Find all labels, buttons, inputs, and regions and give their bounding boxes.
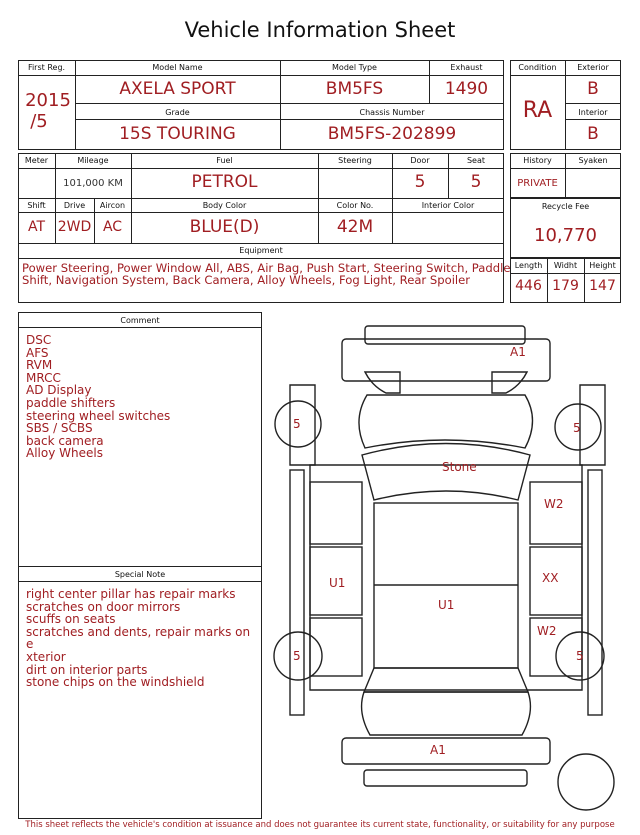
comment-label: Comment — [120, 316, 160, 325]
comment-item: AD Display — [26, 383, 92, 398]
length-label: Length — [514, 261, 543, 270]
left-front-door — [310, 482, 362, 544]
chassis-value: BM5FS-202899 — [327, 124, 457, 144]
interior-label: Interior — [578, 108, 608, 117]
page-title: Vehicle Information Sheet — [184, 18, 456, 42]
special-note-item: right center pillar has repair marks — [26, 587, 236, 601]
shift-label: Shift — [27, 201, 46, 210]
disclaimer-footer: This sheet reflects the vehicle's condition at issuance and does not guarantee its current state, functionality, or suitability for any purpose — [25, 820, 615, 830]
model-type-label: Model Type — [332, 63, 377, 72]
divider — [565, 119, 621, 120]
comment-item: AFS — [26, 345, 49, 360]
divider — [75, 119, 504, 120]
headlights — [365, 372, 527, 393]
divider — [18, 212, 504, 213]
comment-item: SBS / SCBS — [26, 421, 93, 436]
special-note-item: scratches on door mirrors — [26, 599, 181, 614]
width-label: Widht — [553, 261, 578, 270]
comment-list — [26, 334, 256, 460]
special-note-item: scratches and dents, repair marks on e — [26, 624, 251, 652]
comment-item: Alloy Wheels — [26, 446, 103, 461]
steering-label: Steering — [338, 156, 372, 165]
height-label: Height — [589, 261, 616, 270]
model-name-value: AXELA SPORT — [119, 79, 236, 99]
divider — [18, 258, 504, 259]
aircon-value: AC — [102, 219, 123, 235]
mark-rear-right-door: XX — [542, 571, 559, 585]
history-label: History — [523, 156, 552, 165]
seat-value: 5 — [470, 172, 482, 192]
right-front-door — [530, 482, 582, 544]
door-label: Door — [410, 156, 430, 165]
special-note-item: stone chips on the windshield — [26, 675, 205, 690]
model-type-value: BM5FS — [325, 79, 384, 99]
mark-wheel-front-left: 5 — [293, 417, 301, 431]
equipment-label: Equipment — [239, 246, 283, 255]
height-value: 147 — [589, 278, 616, 294]
condition-grade: RA — [522, 98, 553, 123]
condition-label: Condition — [518, 63, 557, 72]
first-reg-month: /5 — [30, 111, 48, 132]
mileage-label: Mileage — [77, 156, 109, 165]
meter-label: Meter — [24, 156, 49, 165]
car-damage-diagram — [268, 318, 628, 820]
special-note-label: Special Note — [114, 570, 166, 579]
divider — [18, 75, 504, 76]
recycle-fee-value: 10,770 — [534, 225, 597, 246]
drive-value: 2WD — [57, 219, 92, 235]
fuel-label: Fuel — [216, 156, 233, 165]
syaken-label: Syaken — [578, 156, 608, 165]
rear-bumper-bottom — [364, 770, 527, 786]
first-reg-year: 2015 — [25, 90, 71, 111]
aircon-label: Aircon — [99, 201, 126, 210]
comment-item: back camera — [26, 433, 104, 448]
divider — [75, 103, 504, 104]
interior-grade: B — [587, 124, 599, 144]
interior-color-label: Interior Color — [421, 201, 475, 210]
body-color-value: BLUE(D) — [189, 217, 260, 237]
fuel-value: PETROL — [191, 172, 258, 192]
divider — [565, 103, 621, 104]
mark-rear-bumper: A1 — [430, 743, 446, 757]
divider — [510, 273, 621, 274]
trunk — [362, 692, 531, 735]
body-color-label: Body Color — [202, 201, 247, 210]
exhaust-value: 1490 — [444, 79, 489, 99]
comment-item: RVM — [26, 358, 53, 373]
mark-wheel-front-right: 5 — [573, 421, 581, 435]
seat-label: Seat — [466, 156, 486, 165]
comment-item: DSC — [26, 333, 52, 347]
drive-label: Drive — [63, 201, 86, 210]
width-value: 179 — [552, 278, 579, 294]
mark-left-side: U1 — [329, 576, 346, 590]
door-value: 5 — [414, 172, 426, 192]
chassis-label: Chassis Number — [359, 108, 425, 117]
special-note-item: scuffs on seats — [26, 612, 116, 627]
divider — [18, 581, 262, 582]
equipment-line-1: Power Steering, Power Window All, ABS, Air Bag, Push Start, Steering Switch, Paddle — [22, 261, 511, 275]
comment-item: steering wheel switches — [26, 408, 171, 423]
length-value: 446 — [515, 278, 542, 294]
divider — [18, 198, 504, 199]
shift-value: AT — [27, 219, 46, 235]
special-note-item: xterior — [26, 649, 66, 664]
grade-label: Grade — [165, 108, 190, 117]
comment-item: MRCC — [26, 370, 61, 385]
divider — [18, 243, 504, 244]
front-bumper-top — [365, 326, 525, 344]
grade-value: 15S TOURING — [119, 124, 236, 144]
divider — [392, 153, 393, 243]
rear-window — [364, 668, 528, 692]
mark-roof: U1 — [438, 598, 455, 612]
divider — [18, 327, 262, 328]
left-sill — [290, 470, 304, 715]
mark-windshield: Stone — [442, 460, 477, 474]
mileage-value: 101,000 KM — [63, 178, 123, 189]
equipment-line-2: Shift, Navigation System, Back Camera, Alloy Wheels, Fog Light, Rear Spoiler — [22, 273, 471, 287]
spare-wheel — [558, 754, 614, 810]
comment-item: paddle shifters — [26, 395, 116, 410]
color-no-value: 42M — [336, 217, 374, 237]
left-rear-fender — [310, 618, 362, 676]
history-value: PRIVATE — [517, 178, 558, 189]
color-no-label: Color No. — [336, 201, 374, 210]
divider — [18, 168, 504, 169]
mark-rear-right-fender: W2 — [537, 624, 557, 638]
special-note-list — [26, 588, 258, 689]
exterior-label: Exterior — [577, 63, 609, 72]
mark-wheel-rear-right: 5 — [576, 649, 584, 663]
mark-wheel-rear-left: 5 — [293, 649, 301, 663]
first-reg-label: First Reg. — [27, 63, 66, 72]
exterior-grade: B — [587, 79, 599, 99]
exhaust-label: Exhaust — [450, 63, 483, 72]
special-note-item: dirt on interior parts — [26, 662, 148, 677]
mark-front-right-door: W2 — [544, 497, 564, 511]
divider — [18, 566, 262, 567]
recycle-fee-label: Recycle Fee — [541, 202, 590, 211]
mark-front-bumper: A1 — [510, 345, 526, 359]
rear-bumper — [342, 738, 550, 764]
model-name-label: Model Name — [152, 63, 203, 72]
hood — [359, 395, 533, 448]
